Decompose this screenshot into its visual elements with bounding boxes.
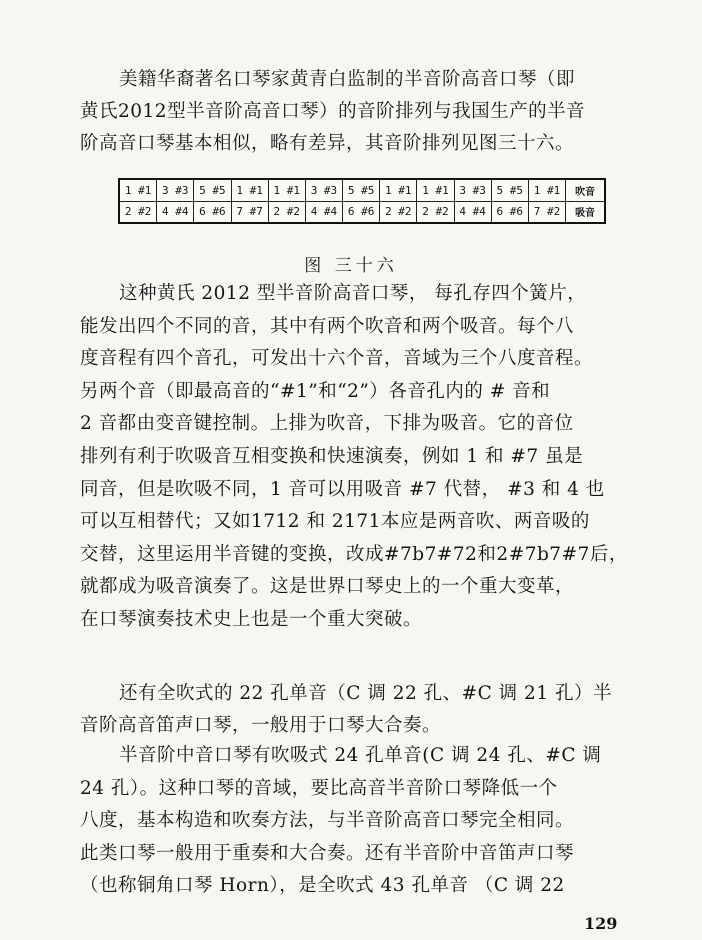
draw-label: 吸音 bbox=[575, 208, 596, 220]
page-number: 129 bbox=[584, 914, 618, 933]
hole-column bbox=[194, 180, 231, 222]
scale-arrangement-table bbox=[118, 178, 606, 224]
hole-column bbox=[306, 180, 343, 222]
row-label-column bbox=[566, 180, 604, 222]
text-line: 交替，这里运用半音键的变换，改成#7b7#72和2#7b7#7后， bbox=[80, 543, 628, 565]
draw-note-cell: 6 #6 bbox=[496, 205, 524, 219]
draw-note-cell: 6 #6 bbox=[199, 205, 226, 219]
blow-note-cell: 3 #3 bbox=[157, 180, 193, 202]
text-line: 还有全吹式的 22 孔单音（C 调 22 孔、#C 调 21 孔）半 bbox=[119, 683, 612, 704]
text-line: 同音，但是吹吸不同，1 音可以用吸音 #7 代替， #3 和 4 也 bbox=[80, 478, 605, 500]
text-line: 就都成为吸音演奏了。这是世界口琴史上的一个重大变革， bbox=[80, 576, 575, 598]
figure-caption: 图 三十六 bbox=[304, 256, 398, 276]
draw-note-cell: 7 #7 bbox=[236, 205, 263, 219]
blow-note-cell: 5 #5 bbox=[194, 180, 230, 202]
draw-note-cell: 4 #4 bbox=[310, 205, 338, 219]
text-line: 排列有利于吹吸音互相变换和快速演奏，例如 1 和 #7 虽是 bbox=[80, 445, 584, 467]
text-line: 阶高音口琴基本相似，略有差异，其音阶排列见图三十六。 bbox=[80, 133, 575, 154]
text-line: 另两个音（即最高音的“#1”和“2”）各音孔内的 # 音和 bbox=[80, 380, 551, 402]
draw-note-cell: 4 #4 bbox=[162, 205, 189, 219]
blow-note-cell: 1 #1 bbox=[380, 180, 416, 202]
blow-note-cell: 1 #1 bbox=[120, 180, 156, 202]
text-line: 24 孔）。这种口琴的音域，要比高音半音阶口琴降低一个 bbox=[80, 777, 558, 799]
text-line: 此类口琴一般用于重奏和大合奏。还有半音阶中音笛声口琴 bbox=[80, 842, 575, 864]
blow-note-cell: 1 #1 bbox=[529, 180, 565, 202]
text-line: 黄氏2012型半音阶高音口琴）的音阶排列与我国生产的半音 bbox=[80, 101, 586, 122]
blow-note-cell: 5 #5 bbox=[492, 180, 528, 202]
text-line: 2 音都由变音键控制。上排为吹音，下排为吸音。它的音位 bbox=[80, 413, 574, 435]
draw-note-cell: 6 #6 bbox=[347, 205, 375, 219]
hole-column bbox=[157, 180, 194, 222]
blow-note-cell: 3 #3 bbox=[455, 180, 491, 202]
blow-note-cell: 1 #1 bbox=[417, 180, 453, 202]
body-paragraph-3 bbox=[80, 740, 636, 903]
blow-note-cell: 1 #1 bbox=[269, 180, 305, 202]
text-line: 半音阶中音口琴有吹吸式 24 孔单音(C 调 24 孔、#C 调 bbox=[119, 745, 602, 766]
text-line: 美籍华裔著名口琴家黄青白监制的半音阶高音口琴（即 bbox=[119, 69, 576, 90]
text-line: （也称铜角口琴 Horn），是全吹式 43 孔单音 （C 调 22 bbox=[80, 875, 565, 896]
text-line: 在口琴演奏技术史上也是一个重大突破。 bbox=[80, 608, 423, 630]
intro-paragraph bbox=[80, 64, 636, 160]
hole-column bbox=[417, 180, 454, 222]
blow-label: 吹音 bbox=[566, 180, 604, 202]
draw-note-cell: 2 #2 bbox=[273, 205, 301, 219]
hole-column bbox=[343, 180, 380, 222]
draw-note-cell: 2 #2 bbox=[124, 205, 152, 219]
body-paragraph-2 bbox=[80, 678, 636, 742]
hole-column bbox=[120, 180, 157, 222]
draw-note-cell: 4 #4 bbox=[459, 205, 486, 219]
text-line: 度音程有四个音孔，可发出十六个音，音域为三个八度音程。 bbox=[80, 348, 594, 370]
text-line: 能发出四个不同的音，其中有两个吹音和两个吸音。每个八 bbox=[80, 315, 575, 337]
hole-column bbox=[269, 180, 306, 222]
hole-column bbox=[380, 180, 417, 222]
text-line: 音阶高音笛声口琴，一般用于口琴大合奏。 bbox=[80, 715, 442, 736]
hole-column bbox=[455, 180, 492, 222]
text-line: 可以互相替代；又如1712 和 2171本应是两音吹、两音吸的 bbox=[80, 511, 590, 533]
draw-note-cell: 2 #2 bbox=[422, 205, 449, 219]
text-line: 八度，基本构造和吹奏方法，与半音阶高音口琴完全相同。 bbox=[80, 810, 575, 831]
blow-note-cell: 1 #1 bbox=[232, 180, 268, 202]
draw-note-cell: 2 #2 bbox=[385, 205, 412, 219]
draw-note-cell: 7 #2 bbox=[533, 205, 561, 219]
body-paragraph-1 bbox=[80, 278, 636, 637]
blow-note-cell: 3 #3 bbox=[306, 180, 342, 202]
hole-column bbox=[529, 180, 566, 222]
text-line: 这种黄氏 2012 型半音阶高音口琴， 每孔存四个簧片， bbox=[119, 283, 587, 304]
blow-note-cell: 5 #5 bbox=[343, 180, 379, 202]
hole-column bbox=[232, 180, 269, 222]
hole-column bbox=[492, 180, 529, 222]
